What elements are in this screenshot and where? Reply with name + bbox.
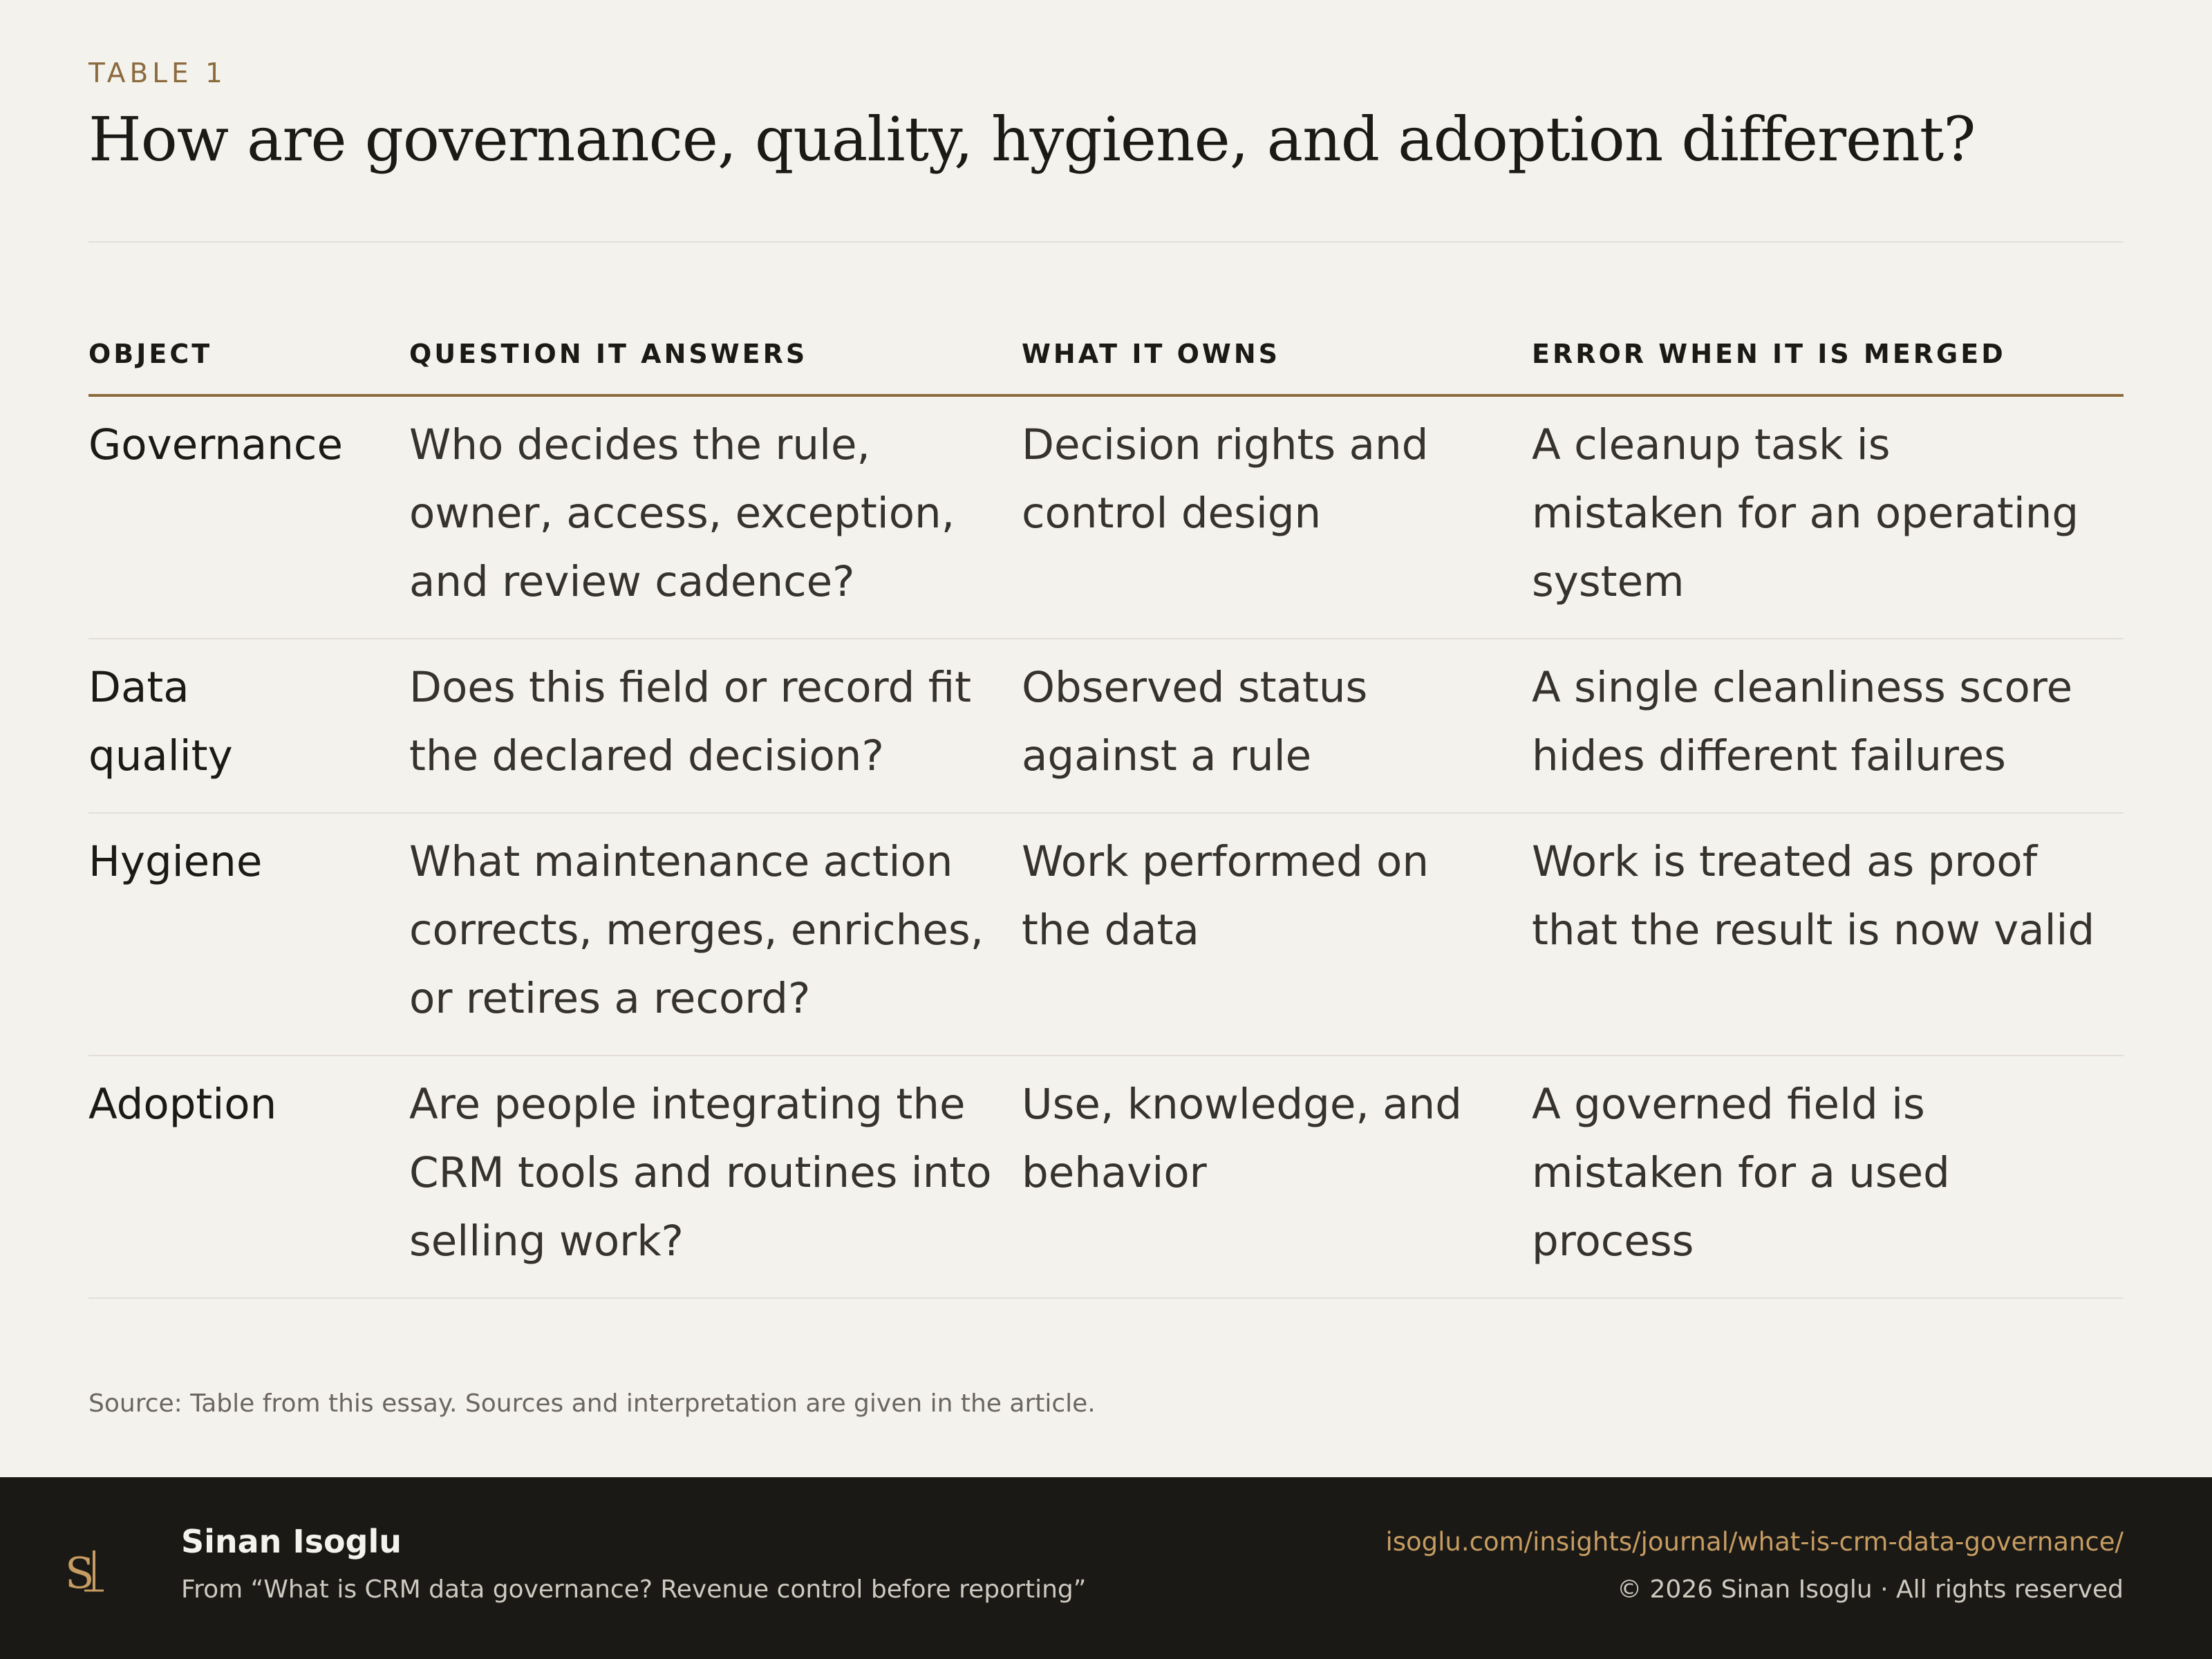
cell-error: A cleanup task is mistaken for an operating system	[1532, 395, 2124, 639]
cell-owns: Observed status against a rule	[1022, 639, 1532, 813]
cell-object: Data quality	[88, 639, 409, 813]
cell-object: Hygiene	[88, 813, 409, 1056]
cell-owns: Decision rights and control design	[1022, 395, 1532, 639]
table-row	[88, 639, 2124, 813]
cell-error: A single cleanliness score hides different failures	[1532, 639, 2124, 813]
footer	[0, 1477, 2212, 1659]
cell-error: A governed field is mistaken for a used process	[1532, 1056, 2124, 1298]
table-row	[88, 813, 2124, 1056]
column-header-question: QUESTION IT ANSWERS	[409, 325, 1022, 395]
source-note: Source: Table from this essay. Sources and interpretation are given in the article.	[88, 1389, 1096, 1418]
copyright: © 2026 Sinan Isoglu · All rights reserved	[1617, 1575, 2124, 1604]
cell-question: What maintenance action corrects, merges, enriches, or retires a record?	[409, 813, 1022, 1056]
cell-owns: Use, knowledge, and behavior	[1022, 1056, 1532, 1298]
column-header-object: OBJECT	[88, 325, 409, 395]
comparison-table	[88, 325, 2124, 1299]
column-header-error: ERROR WHEN IT IS MERGED	[1532, 325, 2124, 395]
cell-error: Work is treated as proof that the result is now valid	[1532, 813, 2124, 1056]
cell-owns: Work performed on the data	[1022, 813, 1532, 1056]
cell-object: Governance	[88, 395, 409, 639]
author-name: Sinan Isoglu	[181, 1523, 402, 1560]
cell-question: Who decides the rule, owner, access, exception, and review cadence?	[409, 395, 1022, 639]
svg-text:S: S	[65, 1548, 95, 1598]
si-monogram-icon	[64, 1541, 119, 1603]
article-link[interactable]: isoglu.com/insights/journal/what-is-crm-data-governance/	[1385, 1527, 2124, 1557]
table-row	[88, 1056, 2124, 1298]
table-label: TABLE 1	[88, 58, 227, 89]
page-title: How are governance, quality, hygiene, and adoption different?	[88, 104, 1976, 175]
table-row	[88, 395, 2124, 639]
cell-question: Are people integrating the CRM tools and routines into selling work?	[409, 1056, 1022, 1298]
table-header-row	[88, 325, 2124, 395]
cell-question: Does this field or record fit the declared decision?	[409, 639, 1022, 813]
divider	[88, 241, 2124, 243]
article-reference: From “What is CRM data governance? Revenue control before reporting”	[181, 1575, 1087, 1604]
column-header-owns: WHAT IT OWNS	[1022, 325, 1532, 395]
cell-object: Adoption	[88, 1056, 409, 1298]
